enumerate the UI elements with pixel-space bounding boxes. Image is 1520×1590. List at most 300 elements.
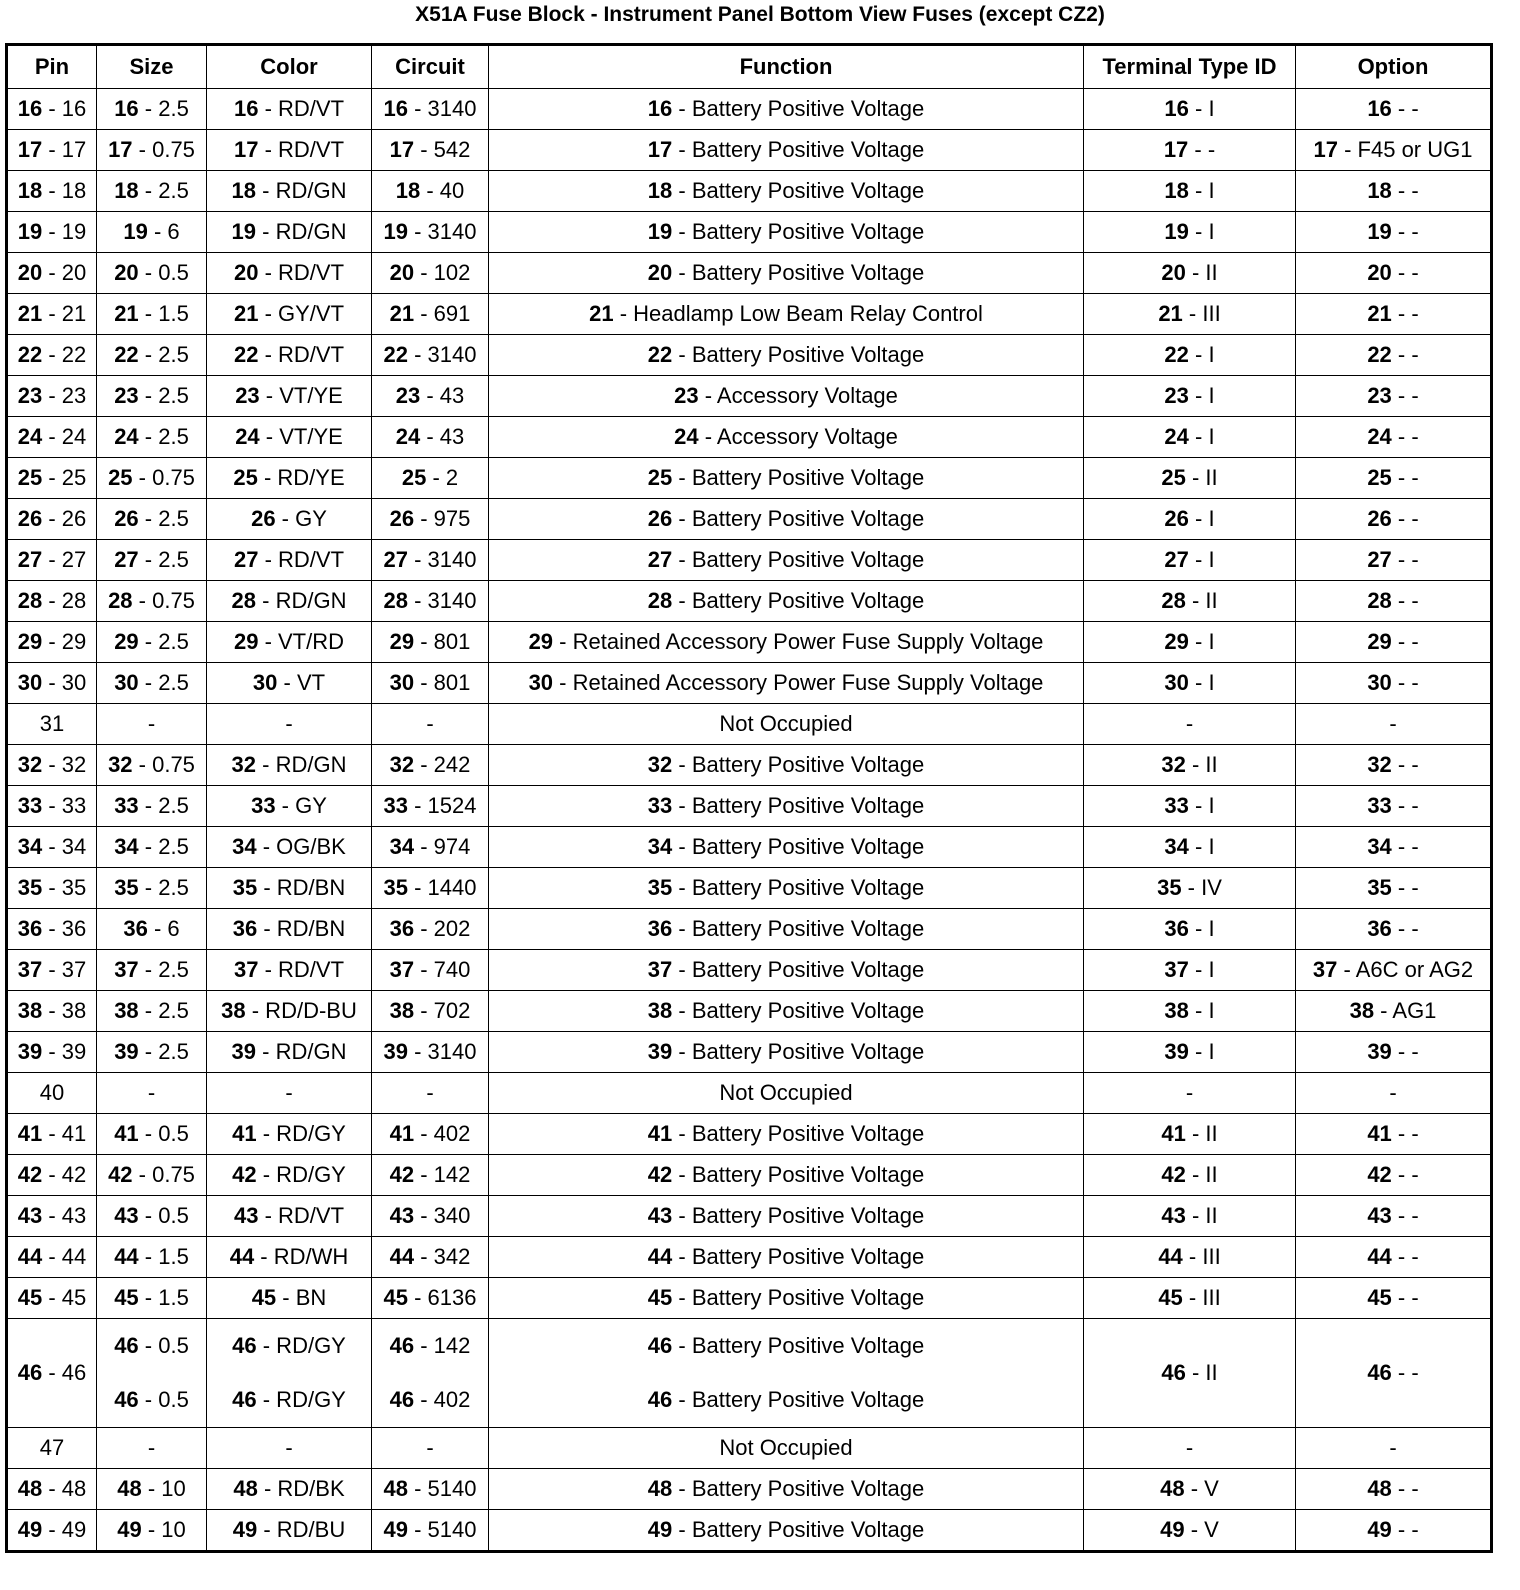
cell-pin <box>7 786 97 827</box>
pin-prefix: 41 <box>647 1121 673 1146</box>
cell-color-value: 19 - RD/GN <box>231 219 347 244</box>
option-value: 42 - - <box>1367 1162 1419 1187</box>
cell-size-value: 19 - 6 <box>123 219 180 244</box>
pin-prefix: 36 <box>123 916 148 941</box>
pin-prefix: 27 <box>1164 547 1189 572</box>
cell-option <box>1296 622 1492 663</box>
cell-size-value: 30 - 2.5 <box>114 670 189 695</box>
cell-terminal-type-id <box>1084 1469 1296 1510</box>
cell-color <box>207 1469 372 1510</box>
cell-color-value: 28 - RD/GN <box>231 588 347 613</box>
option-value: 27 - - <box>1367 547 1419 572</box>
cell-color-value: 29 - VT/RD <box>233 629 345 654</box>
pin-prefix: 43 <box>17 1203 43 1228</box>
cell-function-value: 30 - Retained Accessory Power Fuse Supply Voltage <box>528 670 1044 695</box>
cell-size-value: 20 - 0.5 <box>114 260 189 285</box>
cell-size-value: 49 - 10 <box>117 1517 186 1542</box>
pin-prefix: 38 <box>221 998 246 1023</box>
pin-prefix: 49 <box>1160 1517 1185 1542</box>
cell-size <box>97 335 207 376</box>
cell-circuit-value: 30 - 801 <box>389 670 471 695</box>
terminal-value: 45 - III <box>1158 1285 1221 1310</box>
terminal-value: 26 - I <box>1164 506 1215 531</box>
cell-color-value: 38 - RD/D-BU <box>221 998 357 1023</box>
cell-option <box>1296 294 1492 335</box>
option-value: 39 - - <box>1367 1039 1419 1064</box>
cell-size <box>97 1469 207 1510</box>
cell-circuit-value: 18 - 40 <box>395 178 465 203</box>
pin-value: 30 - 30 <box>17 670 87 695</box>
pin-prefix: 21 <box>389 301 415 326</box>
table-row <box>7 335 1492 376</box>
cell-color-value: 17 - RD/VT <box>233 137 345 162</box>
cell-size-value: 25 - 0.75 <box>108 465 195 490</box>
cell-color-value: 30 - VT <box>252 670 326 695</box>
cell-color <box>207 376 372 417</box>
cell-circuit-value: 16 - 3140 <box>383 96 477 121</box>
pin-prefix: 45 <box>17 1285 43 1310</box>
pin-value: 24 - 24 <box>17 424 87 449</box>
pin-prefix: 26 <box>389 506 415 531</box>
pin-prefix: 37 <box>389 957 415 982</box>
cell-size-value: 21 - 1.5 <box>114 301 189 326</box>
pin-value: 26 - 26 <box>17 506 87 531</box>
pin-prefix: 37 <box>647 957 673 982</box>
pin-prefix: 44 <box>1367 1244 1392 1269</box>
pin-prefix: 18 <box>231 178 257 203</box>
cell-color <box>207 171 372 212</box>
pin-prefix: 23 <box>1367 383 1392 408</box>
pin-prefix: 30 <box>528 670 554 695</box>
pin-prefix: 25 <box>17 465 43 490</box>
pin-prefix: 39 <box>383 1039 408 1064</box>
pin-prefix: 46 <box>647 1387 673 1412</box>
pin-prefix: 17 <box>1163 137 1189 162</box>
pin-prefix: 49 <box>17 1517 43 1542</box>
pin-prefix: 21 <box>589 301 614 326</box>
pin-value: 21 - 21 <box>17 301 87 326</box>
pin-prefix: 33 <box>383 793 408 818</box>
cell-terminal-type-id <box>1084 950 1296 991</box>
pin-prefix: 16 <box>383 96 408 121</box>
pin-value: 16 - 16 <box>17 96 87 121</box>
pin-prefix: 17 <box>647 137 673 162</box>
cell-function <box>489 581 1084 622</box>
terminal-value: 32 - II <box>1161 752 1218 777</box>
cell-function <box>489 1032 1084 1073</box>
cell-size <box>97 991 207 1032</box>
cell-function-value: 46 - Battery Positive Voltage <box>647 1333 925 1358</box>
cell-color-value: 39 - RD/GN <box>231 1039 347 1064</box>
pin-prefix: 27 <box>1367 547 1392 572</box>
column-header-size: Size <box>97 45 207 89</box>
cell-option <box>1296 950 1492 991</box>
cell-color <box>207 1155 372 1196</box>
pin-prefix: 26 <box>17 506 43 531</box>
cell-color <box>207 130 372 171</box>
cell-circuit <box>372 1032 489 1073</box>
pin-prefix: 20 <box>233 260 259 285</box>
pin-prefix: 21 <box>114 301 139 326</box>
cell-color <box>207 253 372 294</box>
pin-prefix: 17 <box>17 137 43 162</box>
pin-prefix: 18 <box>1164 178 1189 203</box>
cell-function <box>489 1237 1084 1278</box>
cell-size-value: 44 - 1.5 <box>114 1244 189 1269</box>
cell-size <box>97 376 207 417</box>
cell-terminal-type-id <box>1084 1278 1296 1319</box>
cell-pin: 40 <box>7 1073 97 1114</box>
pin-prefix: 32 <box>389 752 415 777</box>
cell-pin <box>7 1319 97 1428</box>
terminal-value: 48 - V <box>1160 1476 1219 1501</box>
terminal-value: 27 - I <box>1164 547 1215 572</box>
cell-color <box>207 1114 372 1155</box>
cell-function <box>489 1510 1084 1552</box>
pin-value: 43 - 43 <box>17 1203 87 1228</box>
cell-circuit-value: 45 - 6136 <box>383 1285 477 1310</box>
cell-option <box>1296 868 1492 909</box>
cell-circuit-value: 37 - 740 <box>389 957 471 982</box>
cell-size <box>97 212 207 253</box>
pin-prefix: 22 <box>647 342 673 367</box>
pin-prefix: 35 <box>1367 875 1392 900</box>
terminal-value: 19 - I <box>1164 219 1215 244</box>
cell-pin <box>7 417 97 458</box>
cell-size <box>97 868 207 909</box>
terminal-value: 21 - III <box>1158 301 1221 326</box>
pin-prefix: 19 <box>647 219 673 244</box>
cell-color-value: 25 - RD/YE <box>233 465 345 490</box>
cell-circuit-value: 21 - 691 <box>389 301 471 326</box>
cell-function <box>489 376 1084 417</box>
pin-prefix: 23 <box>235 383 260 408</box>
pin-prefix: 46 <box>389 1387 415 1412</box>
pin-prefix: 48 <box>17 1476 43 1501</box>
column-header-circuit: Circuit <box>372 45 489 89</box>
table-row <box>7 376 1492 417</box>
option-value: 34 - - <box>1367 834 1419 859</box>
cell-function <box>489 89 1084 130</box>
pin-prefix: 21 <box>1367 301 1392 326</box>
pin-value: 45 - 45 <box>17 1285 87 1310</box>
cell-function <box>489 335 1084 376</box>
cell-circuit <box>372 581 489 622</box>
pin-value: 37 - 37 <box>17 957 87 982</box>
cell-circuit-value: 49 - 5140 <box>383 1517 477 1542</box>
cell-option <box>1296 89 1492 130</box>
cell-circuit-value: 23 - 43 <box>395 383 465 408</box>
cell-color-value: 36 - RD/BN <box>232 916 346 941</box>
cell-color <box>207 540 372 581</box>
pin-prefix: 25 <box>1367 465 1392 490</box>
pin-prefix: 46 <box>17 1360 43 1385</box>
table-row <box>7 786 1492 827</box>
pin-prefix: 42 <box>108 1162 133 1187</box>
cell-color <box>207 1510 372 1552</box>
option-value: 25 - - <box>1367 465 1419 490</box>
cell-size-value: 37 - 2.5 <box>114 957 189 982</box>
pin-prefix: 22 <box>114 342 139 367</box>
cell-pin <box>7 663 97 704</box>
cell-pin <box>7 1114 97 1155</box>
pin-prefix: 30 <box>17 670 43 695</box>
cell-color-value: 42 - RD/GY <box>232 1162 346 1187</box>
cell-color-value: 35 - RD/BN <box>232 875 346 900</box>
pin-prefix: 46 <box>389 1333 415 1358</box>
cell-function <box>489 786 1084 827</box>
cell-option <box>1296 130 1492 171</box>
pin-prefix: 30 <box>389 670 415 695</box>
pin-prefix: 28 <box>231 588 257 613</box>
cell-circuit-value: 33 - 1524 <box>383 793 477 818</box>
pin-prefix: 20 <box>647 260 673 285</box>
pin-prefix: 32 <box>231 752 257 777</box>
cell-size <box>97 171 207 212</box>
cell-pin <box>7 171 97 212</box>
table-row <box>7 1319 1492 1428</box>
cell-circuit-value: 41 - 402 <box>389 1121 471 1146</box>
pin-value: 27 - 27 <box>17 547 87 572</box>
pin-prefix: 46 <box>647 1333 673 1358</box>
pin-prefix: 43 <box>1367 1203 1392 1228</box>
cell-circuit <box>372 786 489 827</box>
table-row <box>7 991 1492 1032</box>
pin-prefix: 25 <box>108 465 133 490</box>
pin-prefix: 38 <box>647 998 673 1023</box>
option-value: 37 - A6C or AG2 <box>1312 957 1474 982</box>
cell-pin <box>7 868 97 909</box>
cell-function <box>489 130 1084 171</box>
cell-function <box>489 827 1084 868</box>
cell-size <box>97 786 207 827</box>
cell-circuit-value: 20 - 102 <box>389 260 471 285</box>
cell-terminal-type-id <box>1084 335 1296 376</box>
cell-color-value: 16 - RD/VT <box>233 96 345 121</box>
table-row <box>7 1073 1492 1114</box>
table-row <box>7 417 1492 458</box>
pin-prefix: 20 <box>17 260 43 285</box>
cell-terminal-type-id <box>1084 1114 1296 1155</box>
cell-size <box>97 1032 207 1073</box>
pin-prefix: 35 <box>114 875 139 900</box>
pin-prefix: 18 <box>17 178 43 203</box>
option-value: 21 - - <box>1367 301 1419 326</box>
pin-prefix: 45 <box>383 1285 408 1310</box>
pin-prefix: 49 <box>117 1517 142 1542</box>
cell-color: - <box>207 1073 372 1114</box>
cell-color-value: 48 - RD/BK <box>233 1476 345 1501</box>
pin-prefix: 34 <box>114 834 139 859</box>
table-row <box>7 950 1492 991</box>
pin-prefix: 19 <box>231 219 257 244</box>
column-header-function: Function <box>489 45 1084 89</box>
pin-prefix: 18 <box>647 178 673 203</box>
cell-circuit-value: 42 - 142 <box>389 1162 471 1187</box>
cell-color <box>207 1032 372 1073</box>
cell-color-value: 44 - RD/WH <box>229 1244 349 1269</box>
cell-size-value: 45 - 1.5 <box>114 1285 189 1310</box>
cell-color-value: 45 - BN <box>251 1285 327 1310</box>
cell-circuit <box>372 1114 489 1155</box>
option-value: 48 - - <box>1367 1476 1419 1501</box>
pin-value: 48 - 48 <box>17 1476 87 1501</box>
cell-pin <box>7 1196 97 1237</box>
option-value: 29 - - <box>1367 629 1419 654</box>
pin-prefix: 21 <box>1158 301 1183 326</box>
pin-prefix: 27 <box>233 547 259 572</box>
cell-size-value: 33 - 2.5 <box>114 793 189 818</box>
pin-prefix: 17 <box>233 137 259 162</box>
cell-size <box>97 581 207 622</box>
pin-prefix: 24 <box>1164 424 1189 449</box>
pin-prefix: 37 <box>17 957 43 982</box>
pin-prefix: 22 <box>17 342 43 367</box>
cell-function-value: 34 - Battery Positive Voltage <box>647 834 925 859</box>
cell-function <box>489 622 1084 663</box>
cell-circuit <box>372 1237 489 1278</box>
cell-color <box>207 663 372 704</box>
pin-prefix: 34 <box>1164 834 1189 859</box>
cell-size <box>97 622 207 663</box>
option-value: 36 - - <box>1367 916 1419 941</box>
cell-terminal-type-id <box>1084 991 1296 1032</box>
cell-option <box>1296 786 1492 827</box>
pin-prefix: 43 <box>647 1203 673 1228</box>
cell-terminal-type-id <box>1084 294 1296 335</box>
cell-option <box>1296 499 1492 540</box>
cell-size <box>97 745 207 786</box>
terminal-value: 36 - I <box>1164 916 1215 941</box>
table-row <box>7 253 1492 294</box>
cell-color-value: 46 - RD/GY <box>232 1333 346 1358</box>
terminal-value: 43 - II <box>1161 1203 1218 1228</box>
cell-circuit <box>372 622 489 663</box>
cell-function-value: 46 - Battery Positive Voltage <box>647 1387 925 1412</box>
cell-size <box>97 827 207 868</box>
option-value: 35 - - <box>1367 875 1419 900</box>
pin-prefix: 43 <box>114 1203 139 1228</box>
cell-circuit <box>372 130 489 171</box>
terminal-value: 23 - I <box>1164 383 1215 408</box>
cell-size-value: 46 - 0.5 <box>114 1387 189 1412</box>
table-row <box>7 622 1492 663</box>
cell-size <box>97 1196 207 1237</box>
cell-circuit <box>372 171 489 212</box>
pin-prefix: 35 <box>383 875 408 900</box>
cell-terminal-type-id <box>1084 130 1296 171</box>
pin-prefix: 43 <box>1161 1203 1186 1228</box>
cell-terminal-type-id <box>1084 1237 1296 1278</box>
cell-terminal-type-id <box>1084 89 1296 130</box>
cell-terminal-type-id <box>1084 1032 1296 1073</box>
pin-prefix: 38 <box>1349 998 1375 1023</box>
pin-prefix: 18 <box>114 178 139 203</box>
cell-circuit-value: 43 - 340 <box>389 1203 471 1228</box>
table-row <box>7 745 1492 786</box>
pin-prefix: 38 <box>389 998 415 1023</box>
pin-prefix: 48 <box>233 1476 258 1501</box>
pin-prefix: 25 <box>401 465 427 490</box>
cell-color-value: 22 - RD/VT <box>233 342 345 367</box>
cell-circuit <box>372 1196 489 1237</box>
cell-terminal-type-id <box>1084 212 1296 253</box>
pin-prefix: 41 <box>232 1121 257 1146</box>
pin-prefix: 36 <box>1367 916 1392 941</box>
option-value: 28 - - <box>1367 588 1419 613</box>
cell-option <box>1296 253 1492 294</box>
cell-terminal-type-id <box>1084 1319 1296 1428</box>
header-row <box>7 45 1492 89</box>
table-row <box>7 827 1492 868</box>
cell-pin <box>7 212 97 253</box>
pin-value: 17 - 17 <box>17 137 87 162</box>
terminal-value: 42 - II <box>1161 1162 1218 1187</box>
pin-value: 38 - 38 <box>17 998 87 1023</box>
pin-prefix: 33 <box>114 793 139 818</box>
cell-color <box>207 1278 372 1319</box>
terminal-value: 24 - I <box>1164 424 1215 449</box>
pin-prefix: 41 <box>114 1121 139 1146</box>
cell-option <box>1296 663 1492 704</box>
cell-pin <box>7 376 97 417</box>
pin-prefix: 37 <box>114 957 139 982</box>
cell-function-value: 48 - Battery Positive Voltage <box>647 1476 925 1501</box>
pin-prefix: 25 <box>1161 465 1186 490</box>
pin-prefix: 26 <box>114 506 139 531</box>
cell-color-value: 46 - RD/GY <box>232 1387 346 1412</box>
pin-prefix: 49 <box>647 1517 673 1542</box>
cell-color-value: 49 - RD/BU <box>232 1517 346 1542</box>
cell-option: - <box>1296 1073 1492 1114</box>
pin-value: 20 - 20 <box>17 260 87 285</box>
cell-option <box>1296 1469 1492 1510</box>
column-header-option: Option <box>1296 45 1492 89</box>
cell-option: - <box>1296 704 1492 745</box>
table-row <box>7 1114 1492 1155</box>
cell-function: Not Occupied <box>489 1073 1084 1114</box>
cell-pin <box>7 581 97 622</box>
pin-prefix: 29 <box>528 629 554 654</box>
cell-function-value: 33 - Battery Positive Voltage <box>647 793 925 818</box>
cell-color <box>207 1237 372 1278</box>
pin-prefix: 38 <box>1164 998 1189 1023</box>
table-row <box>7 294 1492 335</box>
pin-prefix: 16 <box>17 96 43 121</box>
cell-circuit-value: 32 - 242 <box>389 752 471 777</box>
terminal-value: 35 - IV <box>1157 875 1222 900</box>
cell-size <box>97 89 207 130</box>
pin-prefix: 48 <box>647 1476 673 1501</box>
cell-circuit <box>372 827 489 868</box>
cell-pin <box>7 1155 97 1196</box>
cell-pin <box>7 1032 97 1073</box>
cell-size-value: 46 - 0.5 <box>114 1333 189 1358</box>
cell-size: - <box>97 1073 207 1114</box>
cell-size <box>97 1155 207 1196</box>
table-row <box>7 130 1492 171</box>
cell-function-value: 17 - Battery Positive Voltage <box>647 137 925 162</box>
cell-pin <box>7 540 97 581</box>
cell-option <box>1296 1032 1492 1073</box>
pin-prefix: 21 <box>233 301 259 326</box>
cell-function-value: 21 - Headlamp Low Beam Relay Control <box>589 301 983 326</box>
cell-color-value: 27 - RD/VT <box>233 547 345 572</box>
pin-prefix: 49 <box>232 1517 258 1542</box>
pin-prefix: 46 <box>1161 1360 1186 1385</box>
cell-function <box>489 458 1084 499</box>
terminal-value: 29 - I <box>1164 629 1215 654</box>
